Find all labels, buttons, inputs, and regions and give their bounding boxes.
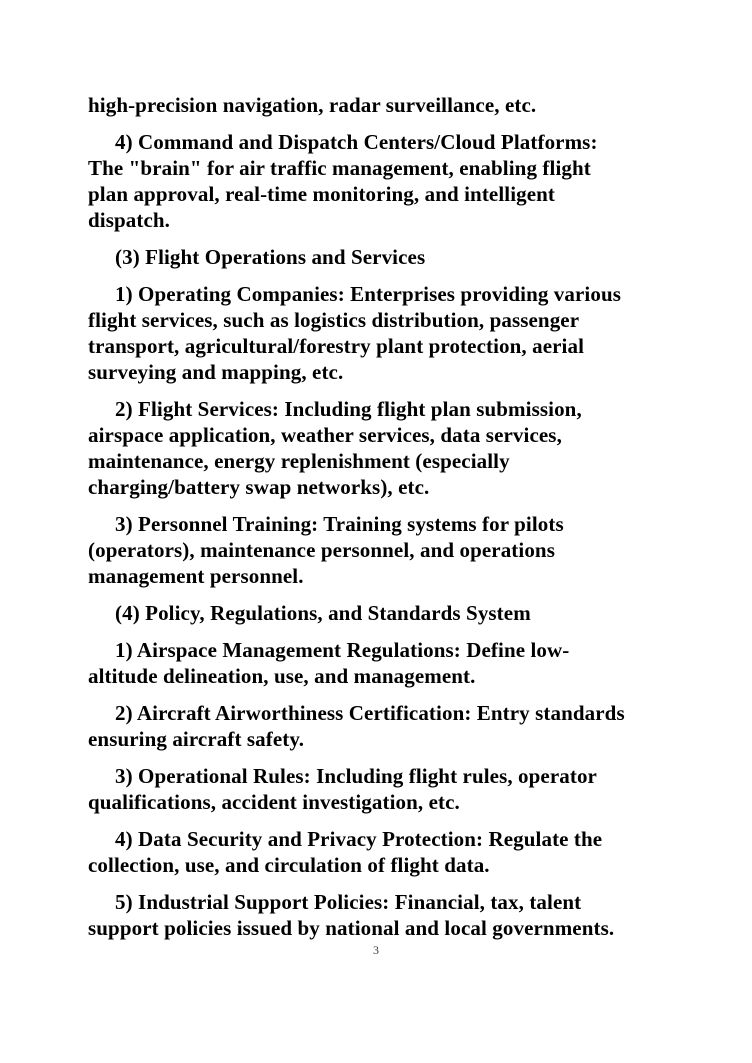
text-line: altitude delineation, use, and management. xyxy=(88,664,476,688)
text-line: high-precision navigation, radar surveillance, etc. xyxy=(88,93,537,117)
paragraph xyxy=(88,700,672,752)
paragraph xyxy=(88,763,672,815)
paragraph xyxy=(88,637,672,689)
paragraph xyxy=(88,826,672,878)
text-line: (4) Policy, Regulations, and Standards System xyxy=(115,601,531,625)
document-body xyxy=(88,92,672,952)
text-line: qualifications, accident investigation, etc. xyxy=(88,790,460,814)
paragraph xyxy=(88,511,672,589)
text-line: 2) Flight Services: Including flight plan submission, xyxy=(115,397,582,421)
text-line: airspace application, weather services, data services, xyxy=(88,423,562,447)
text-line: 4) Command and Dispatch Centers/Cloud Platforms: xyxy=(115,130,598,154)
text-line: (3) Flight Operations and Services xyxy=(115,245,426,269)
paragraph xyxy=(88,92,672,118)
text-line: The "brain" for air traffic management, enabling flight xyxy=(88,156,591,180)
text-line: management personnel. xyxy=(88,564,304,588)
text-line: 1) Operating Companies: Enterprises providing various xyxy=(115,282,622,306)
text-line: 3) Personnel Training: Training systems for pilots xyxy=(115,512,564,536)
text-line: plan approval, real-time monitoring, and intelligent xyxy=(88,182,556,206)
text-line: collection, use, and circulation of flight data. xyxy=(88,853,490,877)
text-line: surveying and mapping, etc. xyxy=(88,360,344,384)
text-line: 4) Data Security and Privacy Protection: Regulate the xyxy=(115,827,603,851)
text-line: flight services, such as logistics distribution, passenger xyxy=(88,308,580,332)
text-line: ensuring aircraft safety. xyxy=(88,727,305,751)
text-line: transport, agricultural/forestry plant protection, aerial xyxy=(88,334,585,358)
paragraph xyxy=(88,129,672,233)
text-line: dispatch. xyxy=(88,208,171,232)
paragraph xyxy=(88,396,672,500)
paragraph xyxy=(88,600,672,626)
text-line: charging/battery swap networks), etc. xyxy=(88,475,430,499)
paragraph xyxy=(88,889,672,941)
paragraph xyxy=(88,244,672,270)
text-line: (operators), maintenance personnel, and operations xyxy=(88,538,555,562)
text-line: maintenance, energy replenishment (especially xyxy=(88,449,510,473)
text-line: 2) Aircraft Airworthiness Certification: Entry standards xyxy=(115,701,625,725)
text-line: 1) Airspace Management Regulations: Define low- xyxy=(115,638,570,662)
text-line: 5) Industrial Support Policies: Financial, tax, talent xyxy=(115,890,582,914)
paragraph xyxy=(88,281,672,385)
page-number: 3 xyxy=(373,943,379,957)
text-line: 3) Operational Rules: Including flight rules, operator xyxy=(115,764,597,788)
text-line: support policies issued by national and local governments. xyxy=(88,916,615,940)
